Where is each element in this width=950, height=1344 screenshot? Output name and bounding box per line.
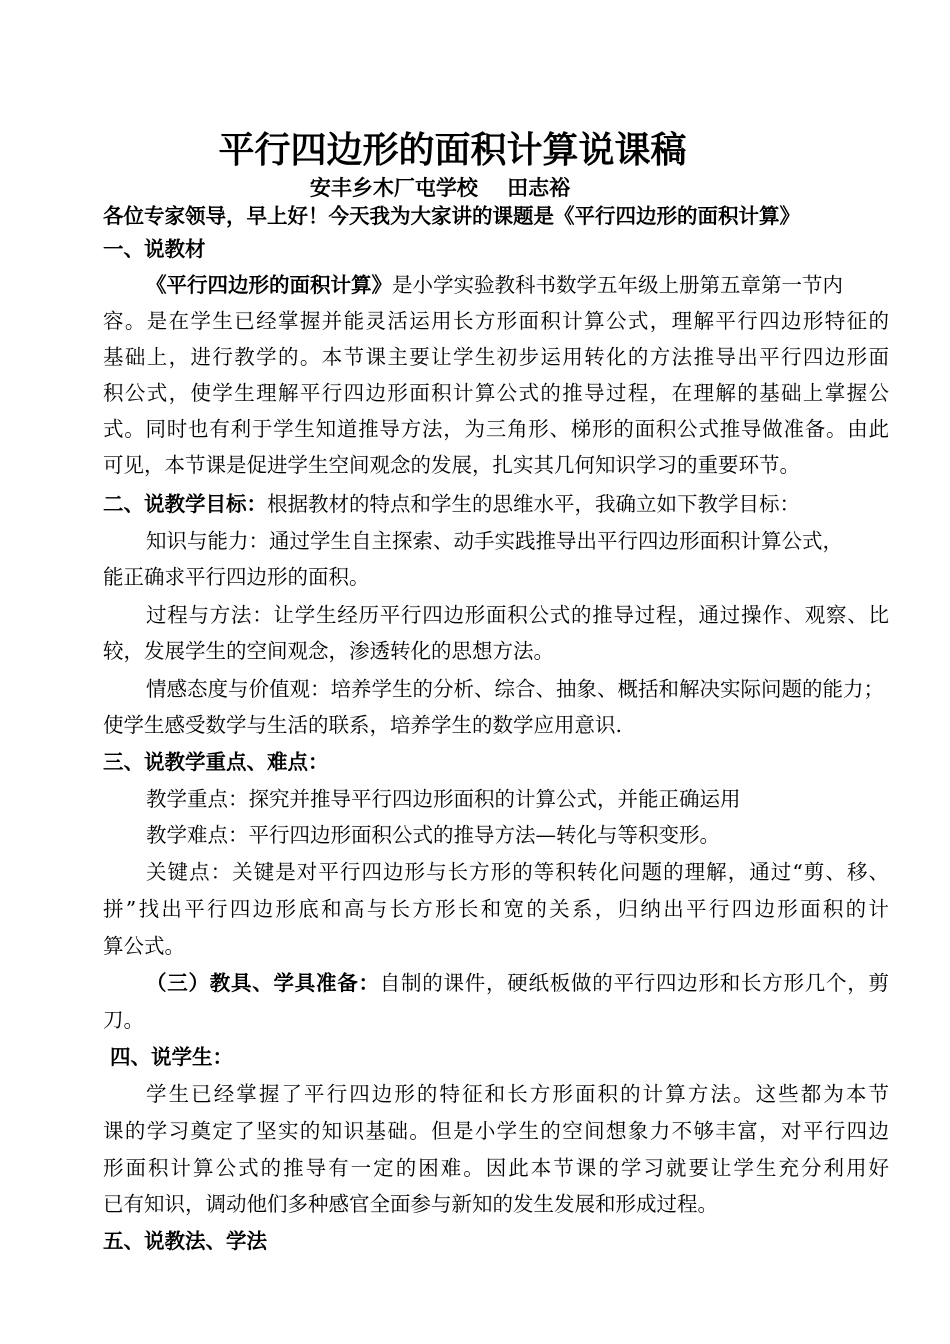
section-heading-1: 一、说教材 [103,237,206,261]
paragraph-line [146,270,889,300]
section-heading-5: 五、说教法、学法 [103,1229,267,1253]
section-heading-label: 二、说教学目标： [103,492,267,516]
paragraph-line: 式。同时也有利于学生知道推导方法，为三角形、梯形的面积公式推导做准备。由此 [103,417,889,441]
key-point: 关键点：关键是对平行四边形与长方形的等积转化问题的理解，通过“剪、移、 [146,860,889,884]
teaching-tools-cont: 刀。 [103,1008,144,1032]
paragraph-line: 可见，本节课是促进学生空间观念的发展，扎实其几何知识学习的重要环节。 [103,453,800,477]
teaching-tools-text: 自制的课件，硬纸板做的平行四边形和长方形几个，剪 [379,971,889,995]
greeting: 各位专家领导，早上好！今天我为大家讲的课题是《平行四边形的面积计算》 [103,204,800,228]
section-heading-2 [103,489,800,519]
paragraph-line: 已有知识，调动他们多种感官全面参与新知的发生发展和形成过程。 [103,1192,718,1216]
paragraph-line: 课的学习奠定了坚实的知识基础。但是小学生的空间想象力不够丰富，对平行四边 [103,1119,889,1143]
teaching-tools [146,968,889,998]
goal-attitude: 情感态度与价值观：培养学生的分析、综合、抽象、概括和解决实际问题的能力； [146,677,884,701]
paragraph-line: 积公式，使学生理解平行四边形面积计算公式的推导过程，在理解的基础上掌握公 [103,381,889,405]
teaching-key: 教学重点：探究并推导平行四边形面积的计算公式，并能正确运用 [146,787,741,811]
paragraph-line: 学生已经掌握了平行四边形的特征和长方形面积的计算方法。这些都为本节 [146,1082,889,1106]
goal-attitude-cont: 使学生感受数学与生活的联系，培养学生的数学应用意识. [103,713,623,737]
key-point-cont: 算公式。 [103,934,185,958]
document-author: 安丰乡木厂屯学校 田志裕 [309,175,571,200]
section-heading-text: 根据教材的特点和学生的思维水平，我确立如下教学目标： [267,492,800,516]
key-point-cont: 拼”找出平行四边形底和高与长方形长和宽的关系，归纳出平行四边形面积的计 [103,897,889,921]
book-title: 《平行四边形的面积计算》 [146,273,392,297]
goal-knowledge-cont: 能正确求平行四边形的面积。 [103,565,370,589]
section-heading-4: 四、说学生： [110,1045,233,1069]
teaching-tools-label: （三）教具、学具准备： [146,971,380,995]
teaching-difficulty: 教学难点：平行四边形面积公式的推导方法—转化与等积变形。 [146,823,720,847]
paragraph-line: 基础上，进行教学的。本节课主要让学生初步运用转化的方法推导出平行四边形面 [103,345,889,369]
document-title: 平行四边形的面积计算说课稿 [218,129,687,171]
goal-process: 过程与方法：让学生经历平行四边形面积公式的推导过程，通过操作、观察、比 [146,603,889,627]
paragraph-line: 形面积计算公式的推导有一定的困难。因此本节课的学习就要让学生充分利用好 [103,1156,889,1180]
section-heading-3: 三、说教学重点、难点： [103,750,329,774]
goal-process-cont: 较，发展学生的空间观念，渗透转化的思想方法。 [103,639,554,663]
goal-knowledge: 知识与能力：通过学生自主探索、动手实践推导出平行四边形面积计算公式， [146,529,843,553]
paragraph-text: 是小学实验教科书数学五年级上册第五章第一节内 [392,273,843,297]
paragraph-line: 容。是在学生已经掌握并能灵活运用长方形面积计算公式，理解平行四边形特征的 [103,309,889,333]
